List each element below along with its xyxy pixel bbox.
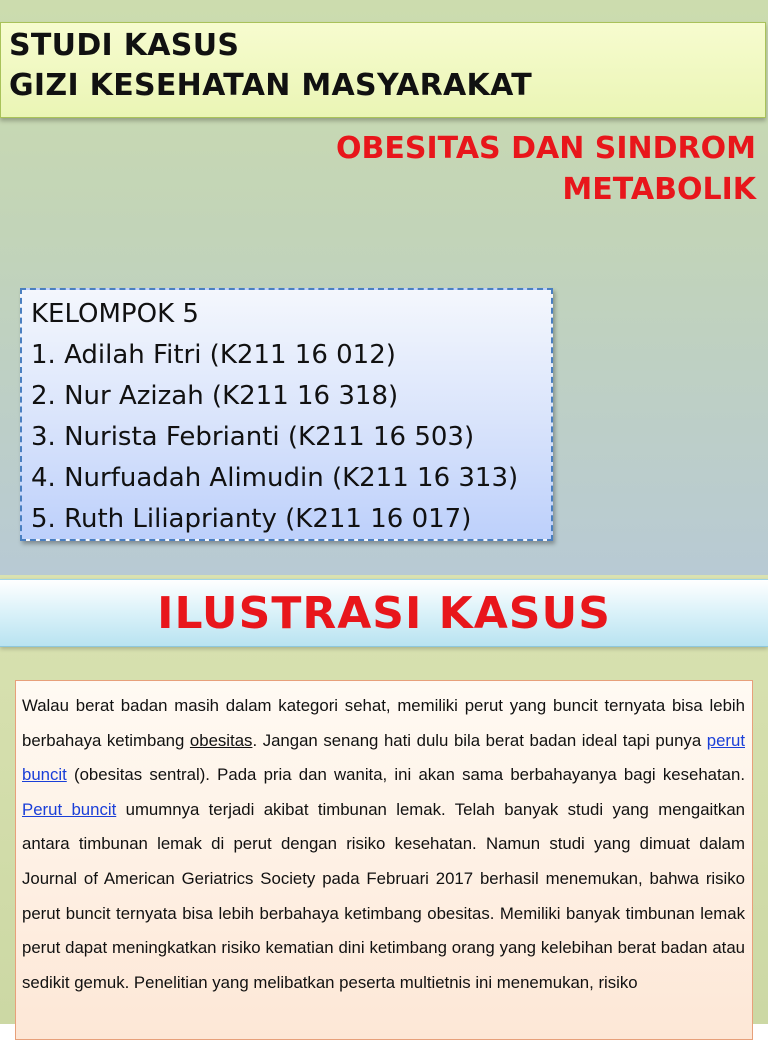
member-item: 3. Nurista Febrianti (K211 16 503) xyxy=(31,422,475,452)
section-title-bar xyxy=(0,579,768,647)
title-bar xyxy=(0,22,766,118)
member-item: 5. Ruth Liliaprianty (K211 16 017) xyxy=(31,504,472,534)
member-item: 1. Adilah Fitri (K211 16 012) xyxy=(31,340,396,370)
title-line-2: GIZI KESEHATAN MASYARAKAT xyxy=(9,68,533,103)
member-item: 2. Nur Azizah (K211 16 318) xyxy=(31,381,399,411)
obesitas-link[interactable]: obesitas xyxy=(189,730,253,750)
para-text-2: . Jangan senang hati dulu bila berat badan ideal tapi punya xyxy=(252,730,707,750)
perut-buncit-link[interactable]: perut buncit xyxy=(22,730,745,785)
para-text-1: Walau berat badan masih dalam kategori sehat, memiliki perut yang buncit ternyata bisa lebih berbahaya ketimbang xyxy=(22,696,745,750)
perut-buncit-link-2[interactable]: Perut buncit xyxy=(22,799,117,819)
title-line-1: STUDI KASUS xyxy=(9,28,240,63)
subtitle-line-2: METABOLIK xyxy=(562,172,756,207)
group-members-box xyxy=(20,288,553,541)
member-item: 4. Nurfuadah Alimudin (K211 16 313) xyxy=(31,463,519,493)
para-text-3: (obesitas sentral). Pada pria dan wanita, ini akan sama berbahayanya bagi kesehatan. xyxy=(66,765,745,785)
subtitle-line-1: OBESITAS DAN SINDROM xyxy=(336,131,756,166)
slide-2 xyxy=(0,575,768,1024)
case-paragraph xyxy=(22,689,745,1000)
case-text-box xyxy=(15,680,753,1040)
group-heading: KELOMPOK 5 xyxy=(31,299,199,329)
section-title: ILUSTRASI KASUS xyxy=(157,588,611,639)
para-text-4: umumnya terjadi akibat timbunan lemak. Telah banyak studi yang mengaitkan antara timbunan lemak di perut dengan risiko kesehatan. Namun studi yang dimuat dalam Journal of American Geriatrics Society pada Februari 2017 berhasil menemukan, bahwa risiko perut buncit ternyata bisa lebih berbahaya ketimbang obesitas. Memiliki banyak timbunan lemak perut dapat meningkatkan risiko kematian dini ketimbang orang yang kelebihan berat badan atau sedikit gemuk. Penelitian yang melibatkan peserta multietnis ini menemukan, risiko xyxy=(22,799,745,992)
